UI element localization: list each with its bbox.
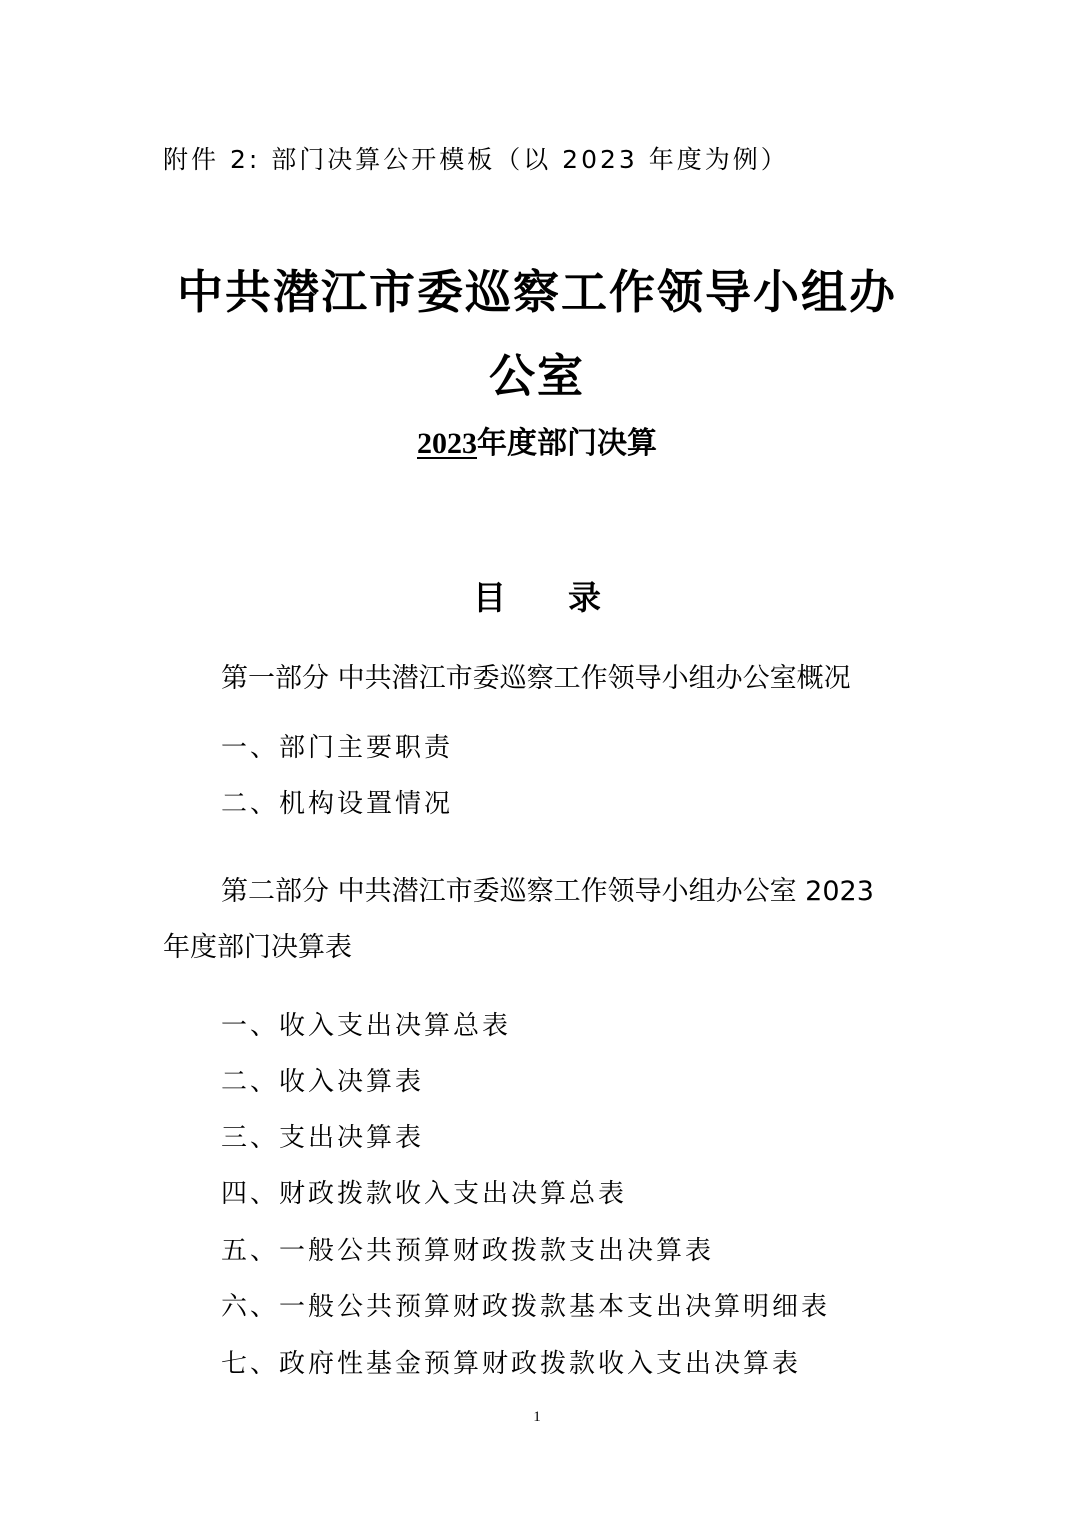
- toc-part-2-item: 四、财政拨款收入支出决算总表: [221, 1179, 628, 1209]
- document-subtitle: [0, 418, 1074, 462]
- toc-part-1-item: 二、机构设置情况: [221, 789, 454, 819]
- toc-part-2-item: 二、收入决算表: [221, 1067, 425, 1097]
- toc-part-1-title: 第一部分 中共潜江市委巡察工作领导小组办公室概况: [221, 663, 851, 694]
- subtitle-text: 年度部门决算: [477, 426, 657, 461]
- toc-part-2-title-line-2: 年度部门决算表: [163, 932, 352, 963]
- page-number: 1: [533, 1409, 541, 1425]
- toc-heading: [0, 572, 1074, 619]
- toc-part-2-item: 一、收入支出决算总表: [221, 1011, 512, 1041]
- toc-part-2-title-line-1: 第二部分 中共潜江市委巡察工作领导小组办公室 2023: [221, 876, 874, 907]
- toc-part-2-item: 六、一般公共预算财政拨款基本支出决算明细表: [221, 1292, 831, 1322]
- document-title-line-2: 公室: [489, 349, 585, 403]
- subtitle-year: 2023: [417, 427, 477, 460]
- toc-part-1-item: 一、部门主要职责: [221, 733, 454, 763]
- toc-heading-left: 目: [473, 578, 506, 617]
- toc-heading-right: 录: [568, 578, 601, 617]
- document-title-line-1: 中共潜江市委巡察工作领导小组办: [177, 265, 897, 319]
- toc-part-2-item: 五、一般公共预算财政拨款支出决算表: [221, 1236, 715, 1266]
- attachment-label: 附件 2: 部门决算公开模板（以 2023 年度为例）: [163, 145, 789, 174]
- toc-part-2-item: 七、政府性基金预算财政拨款收入支出决算表: [221, 1349, 802, 1379]
- toc-part-2-item: 三、支出决算表: [221, 1123, 425, 1153]
